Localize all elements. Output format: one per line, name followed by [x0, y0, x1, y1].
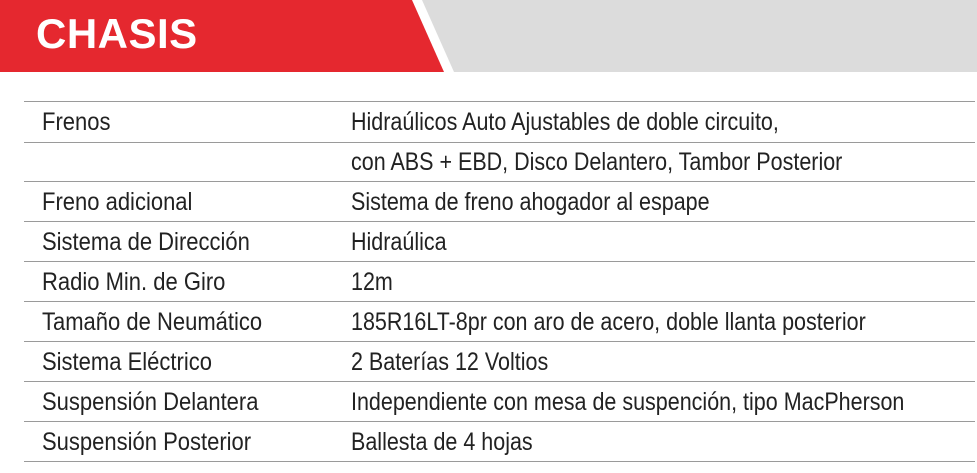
spec-row-sistema-direccion	[24, 222, 975, 262]
spec-value: Hidraúlica	[351, 228, 447, 256]
spec-row-sistema-electrico	[24, 342, 975, 382]
spec-value-line-2: con ABS + EBD, Disco Delantero, Tambor Posterior	[351, 148, 843, 176]
spec-row-suspension-delantera	[24, 382, 975, 422]
spec-label: Freno adicional	[42, 188, 193, 216]
spec-value: 12m	[351, 268, 393, 296]
spec-row-radio-giro	[24, 262, 975, 302]
spec-label: Radio Min. de Giro	[42, 268, 226, 296]
spec-label: Sistema Eléctrico	[42, 348, 212, 376]
spec-label: Suspensión Posterior	[42, 428, 252, 456]
spec-row-neumatico	[24, 302, 975, 342]
spec-label: Sistema de Dirección	[42, 228, 250, 256]
spec-value: Sistema de freno ahogador al espape	[351, 188, 710, 216]
header-gray-band	[422, 0, 977, 72]
spec-value: 185R16LT-8pr con aro de acero, doble llanta posterior	[351, 308, 866, 336]
spec-value: Ballesta de 4 hojas	[351, 428, 533, 456]
spec-row-frenos	[24, 101, 975, 182]
spec-table	[24, 101, 975, 462]
spec-label: Frenos	[42, 108, 111, 136]
spec-row-suspension-posterior	[24, 422, 975, 462]
spec-value: Independiente con mesa de suspención, tipo MacPherson	[351, 388, 905, 416]
section-title: CHASIS	[36, 10, 198, 57]
spec-value: 2 Baterías 12 Voltios	[351, 348, 549, 376]
spec-row-freno-adicional	[24, 182, 975, 222]
spec-label: Suspensión Delantera	[42, 388, 259, 416]
spec-label: Tamaño de Neumático	[42, 308, 263, 336]
spec-value: Hidraúlicos Auto Ajustables de doble circuito,	[351, 108, 779, 136]
section-header	[0, 0, 977, 72]
